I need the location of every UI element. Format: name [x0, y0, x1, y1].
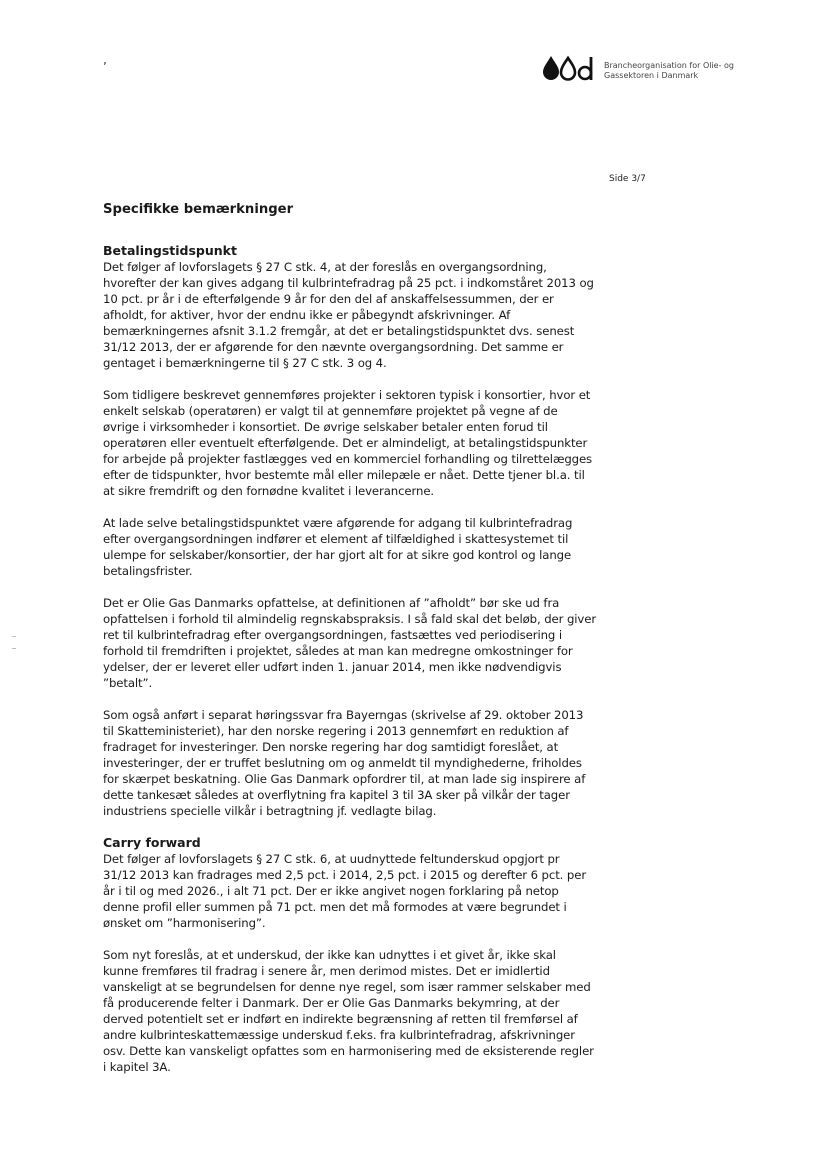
text-line: 10 pct. pr år i de efterfølgende 9 år for den del af anskaffelsessummen, der er	[103, 292, 554, 306]
text-line: 31/12 2013 kan fradrages med 2,5 pct. i 2014, 2,5 pct. i 2015 og derefter 6 pct. per	[103, 868, 587, 882]
text-line: dette tankesæt således at overflytning fra kapitel 3 til 3A sker på vilkår der tager	[103, 788, 570, 802]
text-line: denne profil eller summen på 71 pct. men det må formodes at være begrundet i	[103, 900, 567, 914]
text-line: opfattelsen i forhold til almindelig regnskabspraksis. I så fald skal det beløb, der giver	[103, 612, 597, 626]
page-title: Specifikke bemærkninger	[103, 202, 294, 217]
paragraph	[103, 707, 603, 819]
text-line: Som nyt foreslås, at et underskud, der ikke kan udnyttes i et givet år, ikke skal	[103, 948, 556, 962]
text-line: industriens specielle vilkår i betragtning jf. vedlagte bilag.	[103, 804, 437, 818]
paragraph	[103, 387, 603, 499]
paragraph	[103, 515, 603, 579]
section	[103, 243, 603, 819]
document-body	[103, 201, 603, 1091]
text-line: for skærpet beskatning. Olie Gas Danmark opfordrer til, at man lade sig inspirere af	[103, 772, 586, 786]
text-line: operatøren eller eventuelt efterfølgende. Det er almindeligt, at betalingstidspunkter	[103, 436, 588, 450]
text-line: hvorefter der kan gives adgang til kulbrintefradrag på 25 pct. i indkomståret 2013 og	[103, 276, 594, 290]
section	[103, 835, 603, 1075]
text-line: bemærkningernes afsnit 3.1.2 fremgår, at det er betalingstidspunktet dvs. senest	[103, 324, 575, 338]
text-line: få producerende felter i Danmark. Der er Olie Gas Danmarks bekymring, at der	[103, 996, 560, 1010]
organization-name	[604, 61, 734, 81]
text-line: Det er Olie Gas Danmarks opfattelse, at definitionen af ”afholdt” bør ske ud fra	[103, 596, 560, 610]
text-line: enkelt selskab (operatøren) er valgt til at gennemføre projektet på vegne af de	[103, 404, 558, 418]
text-line: efter overgangsordningen indfører et element af tilfældighed i skattesystemet til	[103, 532, 569, 546]
logo-org-line-2: Gassektoren i Danmark	[604, 71, 699, 80]
text-line: i kapitel 3A.	[103, 1060, 171, 1074]
text-line: investeringer, der er truffet beslutning om og anmeldt til myndighederne, friholdes	[103, 756, 582, 770]
text-line: forhold til fremdriften i projektet, således at man kan medregne omkostninger for	[103, 644, 573, 658]
text-line: øvrige i virksomheder i konsortiet. De øvrige selskaber betaler enten forud til	[103, 420, 548, 434]
text-line: Det følger af lovforslagets § 27 C stk. 4, at der foreslås en overgangsordning,	[103, 260, 547, 274]
text-line: osv. Dette kan vanskeligt opfattes som en harmonisering med de eksisterende regler	[103, 1044, 594, 1058]
paragraph	[103, 851, 603, 931]
text-line: Som også anført i separat høringssvar fra Bayerngas (skrivelse af 29. oktober 2013	[103, 708, 584, 722]
sections-container	[103, 243, 603, 1075]
text-line: afholdt, for aktiver, hvor der endnu ikke er påbegyndt afskrivninger. Af	[103, 308, 511, 322]
oil-drops-icon	[542, 55, 594, 81]
text-line: at sikre fremdrift og den fornødne kvalitet i leverancerne.	[103, 484, 435, 498]
margin-mark	[12, 636, 16, 637]
margin-mark	[12, 648, 16, 649]
text-line: ønsket om ”harmonisering”.	[103, 916, 266, 930]
text-line: Som tidligere beskrevet gennemføres projekter i sektoren typisk i konsortier, hvor et	[103, 388, 591, 402]
text-line: andre kulbrinteskattemæssige underskud f.eks. fra kulbrintefradrag, afskrivninger	[103, 1028, 575, 1042]
text-line: til Skatteministeriet), har den norske regering i 2013 gennemført en reduktion af	[103, 724, 569, 738]
text-line: år i til og med 2026., i alt 71 pct. Der er ikke angivet nogen forklaring på netop	[103, 884, 559, 898]
text-line: ”betalt”.	[103, 676, 153, 690]
logo-org-line-1: Brancheorganisation for Olie- og	[604, 61, 735, 70]
section-heading: Carry forward	[103, 835, 201, 850]
paragraph	[103, 259, 603, 371]
paragraph	[103, 947, 603, 1075]
text-line: ret til kulbrintefradrag efter overgangsordningen, fastsættes ved periodisering i	[103, 628, 562, 642]
text-line: for arbejde på projekter fastlægges ved en kommerciel forhandling og tilrettelægges	[103, 452, 593, 466]
text-line: derved potentielt set er indført en indirekte begrænsning af retten til fremførsel af	[103, 1012, 578, 1026]
page-number: Side 3/7	[609, 174, 646, 184]
text-line: At lade selve betalingstidspunktet være afgørende for adgang til kulbrintefradrag	[103, 516, 573, 530]
section-heading: Betalingstidspunkt	[103, 243, 237, 258]
text-line: fradraget for investeringer. Den norske regering har dog samtidigt foreslået, at	[103, 740, 559, 754]
text-line: ydelser, der er leveret eller udført inden 1. januar 2014, men ikke nødvendigvis	[103, 660, 562, 674]
paragraph	[103, 595, 603, 691]
text-line: Det følger af lovforslagets § 27 C stk. 6, at uudnyttede feltunderskud opgjort pr	[103, 852, 560, 866]
text-line: kunne fremføres til fradrag i senere år, men derimod mistes. Det er imidlertid	[103, 964, 550, 978]
text-line: ulempe for selskaber/konsortier, der har gjort alt for at sikre god kontrol og lange	[103, 548, 572, 562]
text-line: 31/12 2013, der er afgørende for den nævnte overgangsordning. Det samme er	[103, 340, 564, 354]
text-line: efter de tidspunkter, hvor bestemte mål eller milepæle er nået. Dette tjener bl.a. til	[103, 468, 585, 482]
text-line: vanskeligt at se begrundelsen for denne nye regel, som især rammer selskaber med	[103, 980, 591, 994]
organization-logo	[542, 55, 734, 81]
text-line: betalingsfrister.	[103, 564, 193, 578]
text-line: gentaget i bemærkningerne til § 27 C stk. 3 og 4.	[103, 356, 387, 370]
stray-mark: ’	[103, 60, 107, 74]
